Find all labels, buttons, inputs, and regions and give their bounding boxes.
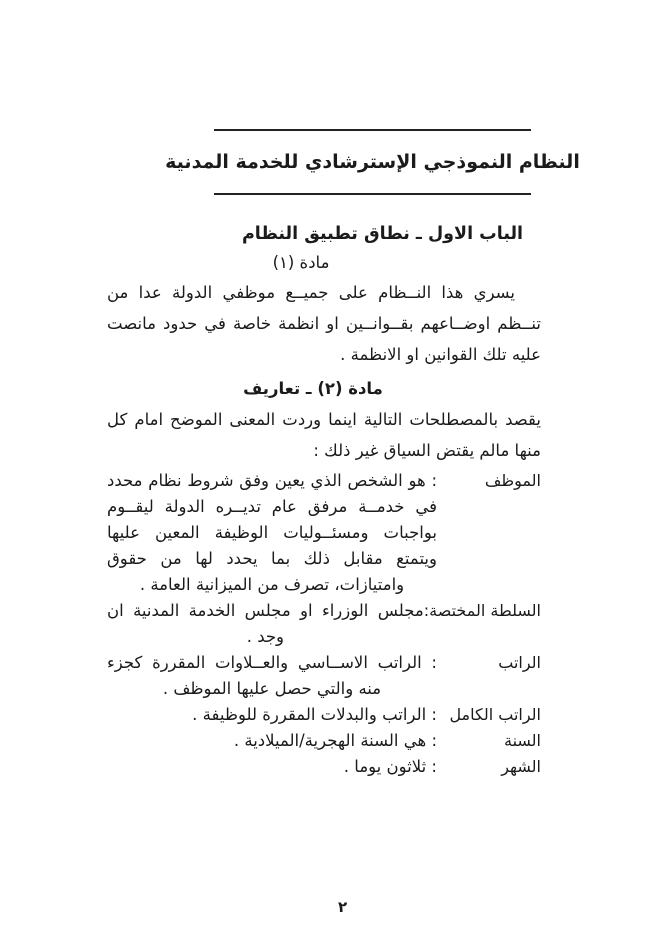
chapter-heading: الباب الاول ـ نطاق تطبيق النظام [241, 224, 524, 244]
page-content [107, 0, 580, 780]
definition-term: الموظف [484, 471, 541, 490]
definition-text: : هو الشخص الذي يعين وفق شروط نظام محدد في خدمــة مرفق عام تديــره الدولة ليقــوم بواجبات ومسئــوليات الوظيفة المعين عليها ويتمتع مقابل ذلك بما يحدد لها من حقوق وامتيازات، تصرف من الميزانية العامة . [107, 471, 437, 594]
document-title: النظام النموذجي الإسترشادي للخدمة المدنية [165, 151, 580, 173]
definition-row [107, 754, 541, 780]
definition-term: الراتب الكامل [449, 705, 541, 724]
definition-term: السنة [504, 731, 541, 750]
definition-term: السلطة المختصة: [423, 601, 541, 620]
definition-text: : الراتب الاســاسي والعــلاوات المقررة كجزء منه والتي حصل عليها الموظف . [107, 653, 437, 698]
definition-row [107, 728, 541, 754]
definition-text: : الراتب والبدلات المقررة للوظيفة . [192, 705, 437, 724]
definition-row [107, 650, 541, 702]
definition-term: الراتب [498, 653, 541, 672]
definition-row [107, 702, 541, 728]
definition-row [107, 598, 541, 650]
page-number: ٢ [338, 898, 348, 916]
article-2-heading: مادة (٢) ـ تعاريف [243, 379, 383, 398]
header-rule-bottom [214, 193, 531, 195]
definition-text: : هي السنة الهجرية/الميلادية . [233, 731, 437, 750]
article-1-body: يسري هذا النــظام على جميــع موظفي الدولة عدا من تنــظم اوضــاعهم بقــوانــين او انظمة خاصة في حدود مانصت عليه تلك القوانين او الانظمة . [107, 283, 541, 364]
definition-row [107, 468, 541, 598]
definitions-list [107, 468, 541, 780]
definition-term: الشهر [501, 757, 541, 776]
definition-text: : ثلاثون يوما . [343, 757, 437, 776]
article-1-heading: مادة (١) [272, 253, 330, 272]
article-2-intro: يقصد بالمصطلحات التالية اينما وردت المعنى الموضح امام كل منها مالم يقتض السياق غير ذلك : [107, 410, 541, 460]
definition-text: مجلس الوزراء او مجلس الخدمة المدنية ان وجد . [107, 601, 424, 646]
page-header [165, 129, 580, 195]
